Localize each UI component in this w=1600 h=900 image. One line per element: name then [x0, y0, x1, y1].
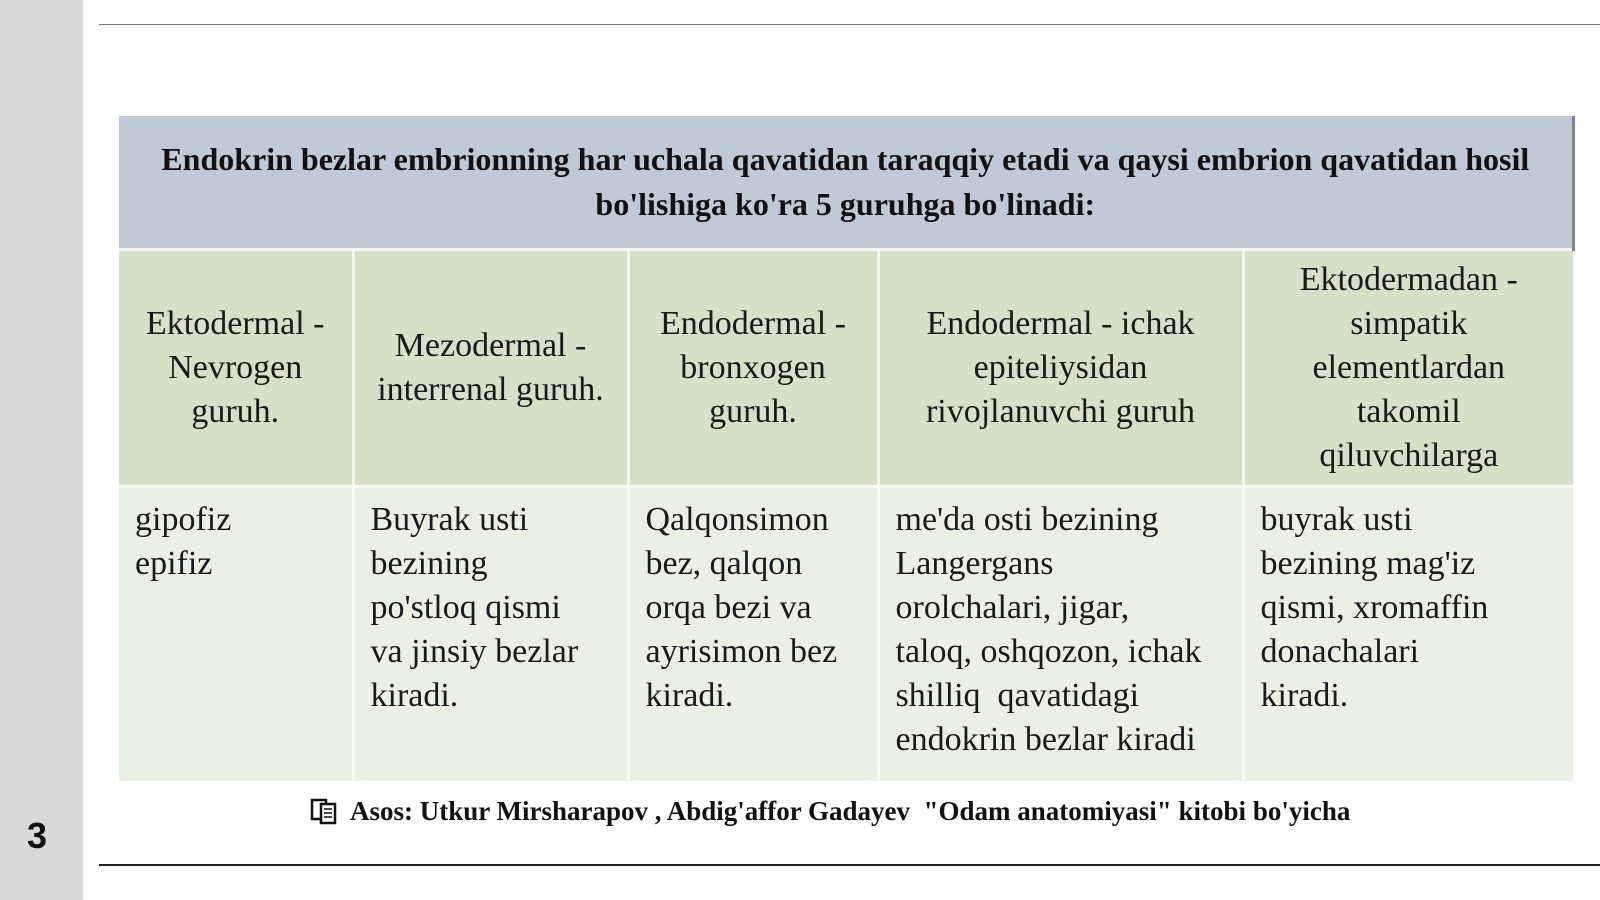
header-line: Nevrogen	[168, 349, 303, 386]
content-line: qismi, xromaffin	[1260, 589, 1489, 626]
source-text: Asos: Utkur Mirsharapov , Abdig'affor Gadayev "Odam anatomiyasi" kitobi bo'yicha	[350, 796, 1351, 826]
content-line: orolchalari, jigar,	[895, 589, 1130, 626]
content-line: bezining mag'iz	[1260, 545, 1476, 582]
header-line: epiteliysidan	[973, 349, 1148, 386]
content-line: bez, qalqon	[645, 545, 803, 582]
header-line: Endodermal -	[660, 305, 846, 342]
header-line: simpatik	[1350, 305, 1468, 342]
content-line: va jinsiy bezlar	[370, 633, 579, 670]
source-citation	[310, 796, 1350, 826]
header-line: interrenal guruh.	[377, 371, 604, 408]
content-cell	[1243, 487, 1573, 782]
table-title: Endokrin bezlar embrionning har uchala qavatidan taraqqiy etadi va qaysi embrion qavatidan hosil bo'lishiga ko'ra 5 guruhga bo'linadi:	[119, 116, 1573, 250]
header-line: Ektodermadan -	[1299, 261, 1518, 298]
header-cell	[119, 250, 353, 487]
header-cell	[353, 250, 628, 487]
content-line: po'stloq qismi	[370, 589, 561, 626]
content-line: kiradi.	[645, 677, 734, 714]
header-cell	[878, 250, 1243, 487]
header-line: guruh.	[709, 393, 797, 430]
content-line: buyrak usti	[1260, 501, 1413, 538]
content-line: orqa bezi va	[645, 589, 812, 626]
header-line: Mezodermal -	[394, 327, 587, 364]
content-line: kiradi.	[370, 677, 459, 714]
top-divider	[99, 24, 1600, 25]
content-line: epifiz	[135, 545, 213, 582]
content-line: Langergans	[895, 545, 1054, 582]
header-cell	[628, 250, 878, 487]
header-line: guruh.	[191, 393, 280, 430]
content-cell	[878, 487, 1243, 782]
header-line: takomil	[1356, 393, 1461, 430]
header-line: rivojlanuvchi guruh	[925, 393, 1196, 430]
header-line: Ektodermal -	[146, 305, 325, 342]
table-container	[119, 116, 1573, 781]
content-line: shilliq qavatidagi	[895, 677, 1140, 714]
content-cell	[353, 487, 628, 782]
header-line: qiluvchilarga	[1319, 437, 1499, 474]
content-row	[119, 487, 1573, 782]
header-row	[119, 250, 1573, 487]
content-line: endokrin bezlar kiradi	[895, 721, 1196, 758]
header-line: elementlardan	[1312, 349, 1506, 386]
content-cell	[628, 487, 878, 782]
left-sidebar	[0, 0, 83, 900]
content-line: gipofiz	[135, 501, 232, 538]
header-line: Endodermal - ichak	[926, 305, 1195, 342]
content-line: Qalqonsimon	[645, 501, 829, 538]
endocrine-groups-table	[119, 116, 1575, 781]
content-line: donachalari	[1260, 633, 1420, 670]
header-line: bronxogen	[680, 349, 826, 386]
book-icon	[310, 797, 342, 825]
content-line: taloq, oshqozon, ichak	[895, 633, 1202, 670]
page-number: 3	[26, 815, 48, 856]
content-line: bezining	[370, 545, 488, 582]
content-cell	[119, 487, 353, 782]
content-line: Buyrak usti	[370, 501, 529, 538]
content-line: ayrisimon bez	[645, 633, 838, 670]
content-line: me'da osti bezining	[895, 501, 1159, 538]
bottom-divider	[99, 864, 1600, 866]
content-line: kiradi.	[1260, 677, 1349, 714]
header-cell	[1243, 250, 1573, 487]
